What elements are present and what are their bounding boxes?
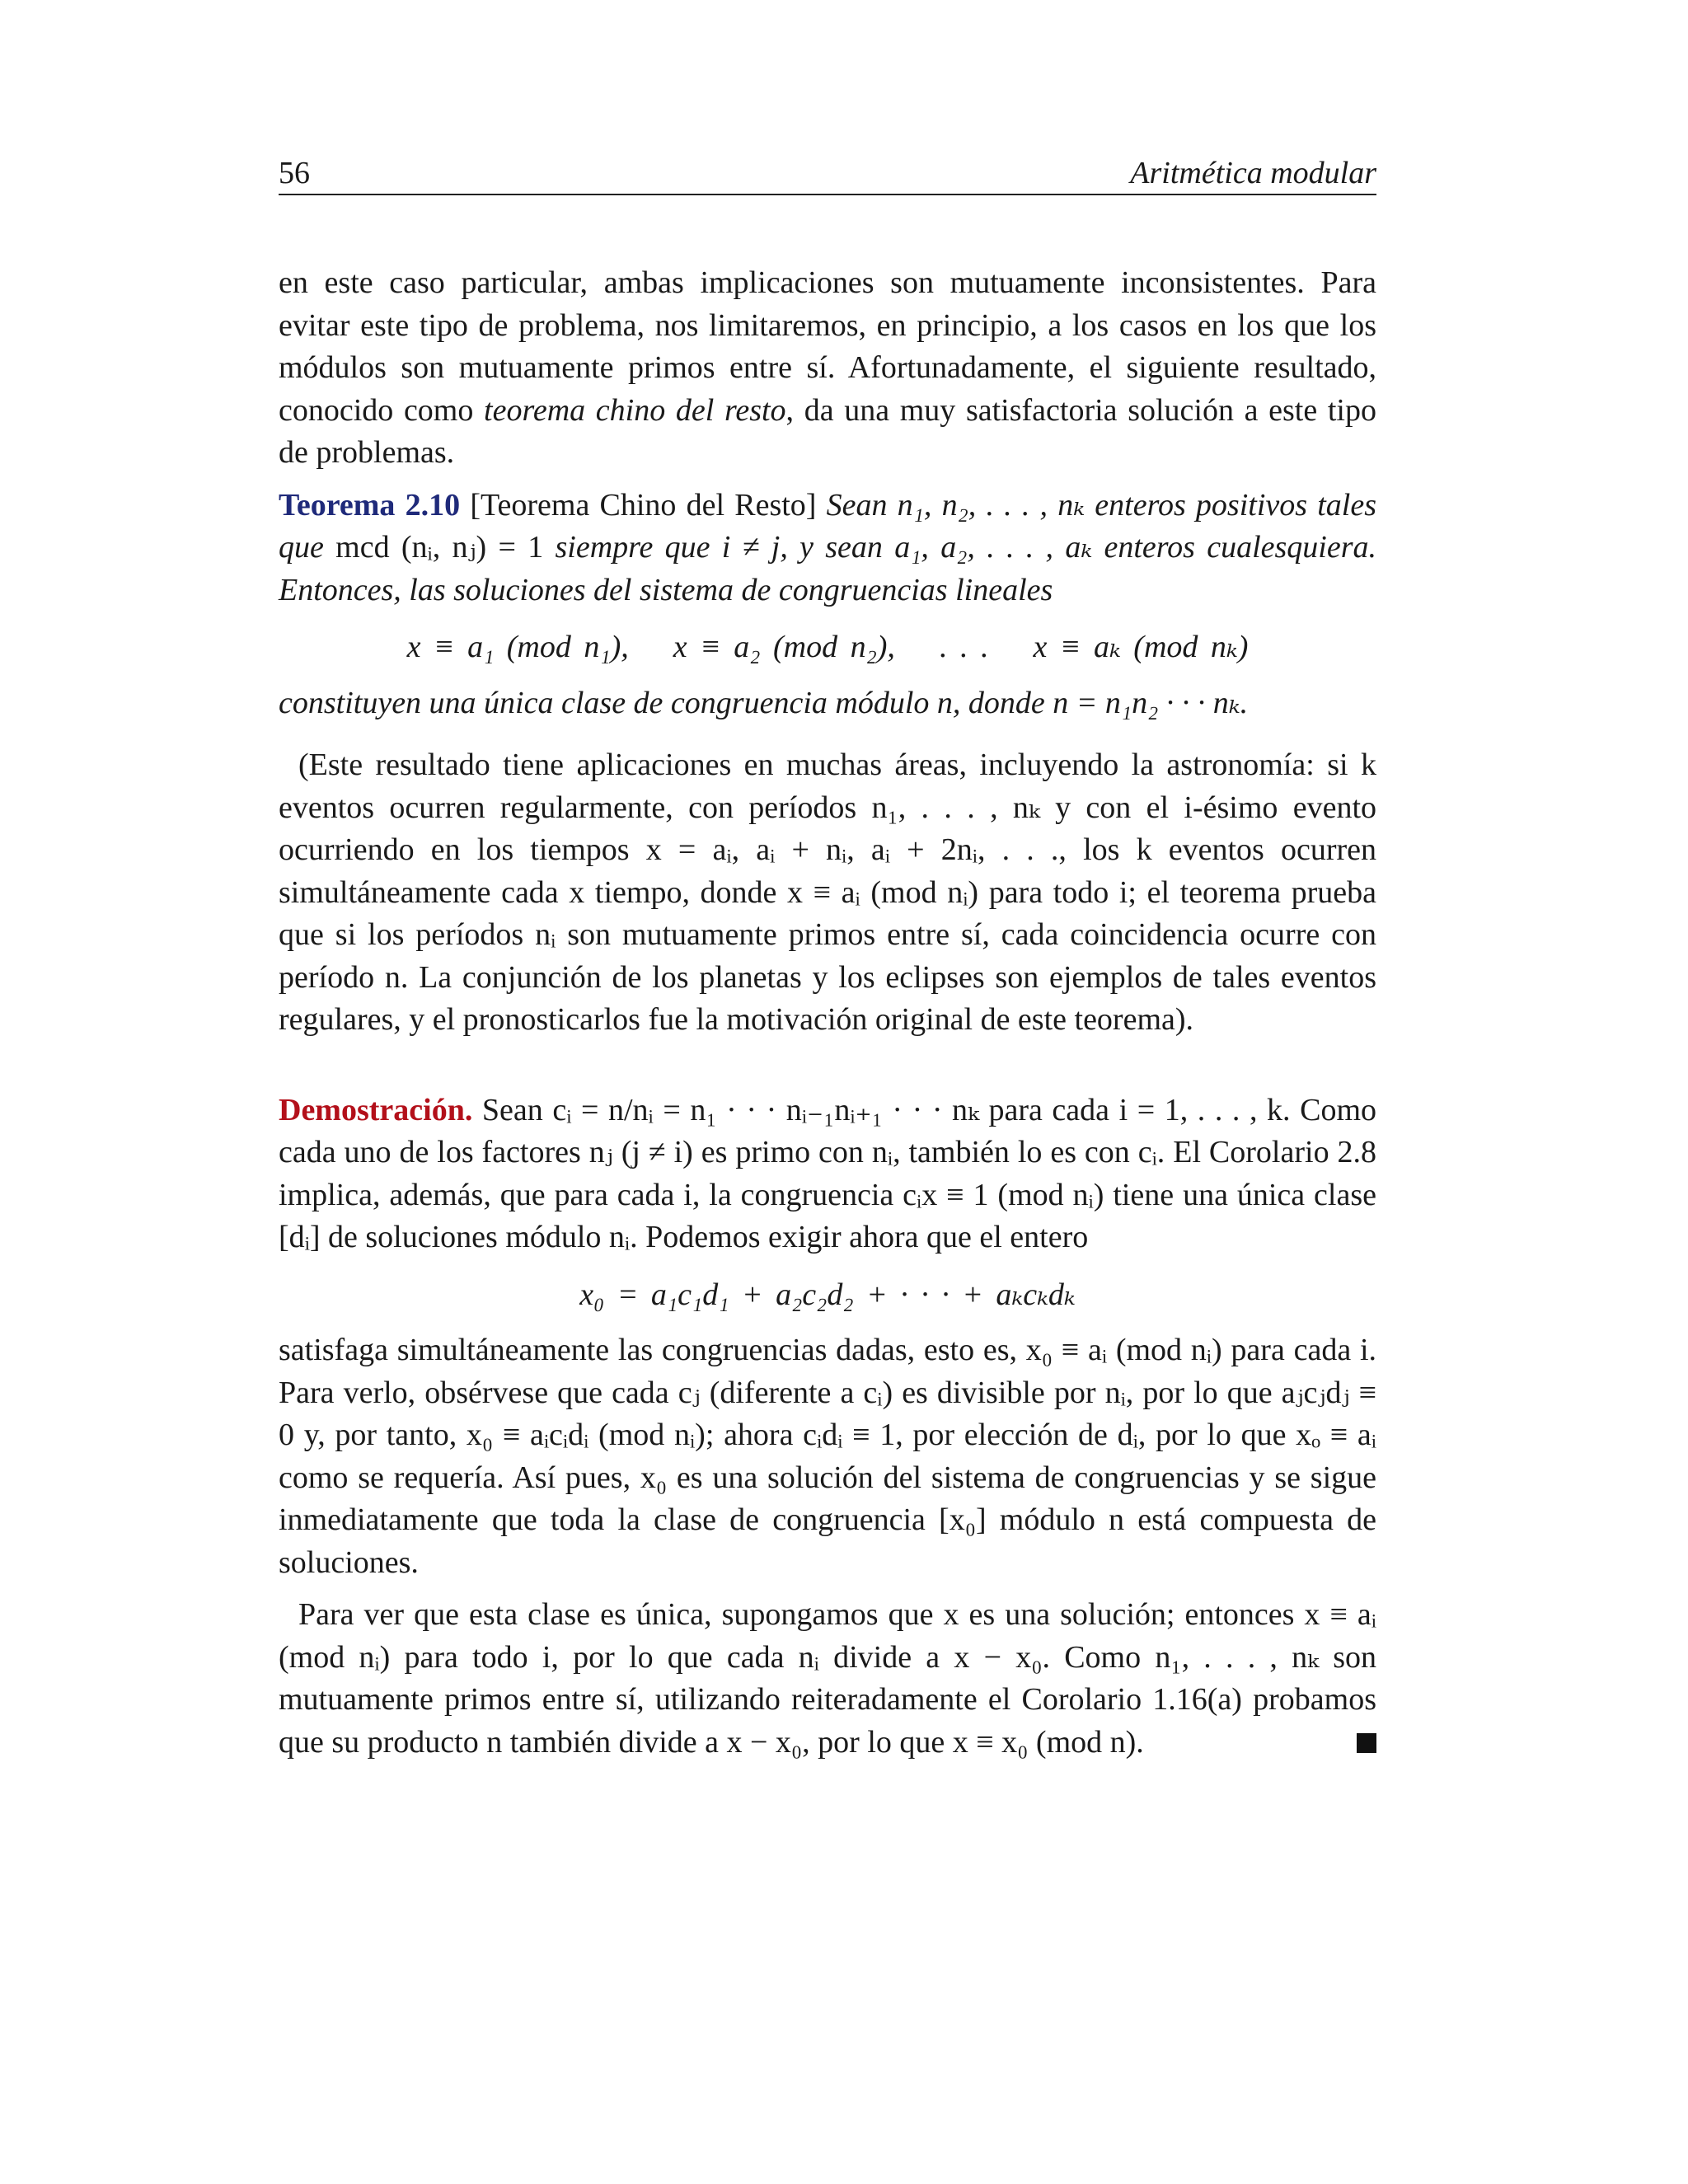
proof-paragraph-1 xyxy=(279,1090,1376,1259)
intro-text: en este caso particular, ambas implicaciones son mutuamente inconsistentes. Para evitar este tipo de problema, nos limitaremos, en principio, a los casos en los que los módulos son mutuamente primos entre sí. Afortunadamente, el siguiente resultado, conocido como xyxy=(279,265,1376,428)
intro-text-end: , da una muy satisfactoria solución a este tipo de problemas. xyxy=(279,392,1376,470)
proof-label: Demostración. xyxy=(279,1092,473,1127)
proof-display-equation: x₀ = a₁c₁d₁ + a₂c₂d₂ + · · · + aₖcₖdₖ xyxy=(579,1277,1076,1312)
proof-paragraph-3 xyxy=(279,1594,1376,1764)
remark-paragraph: (Este resultado tiene aplicaciones en muchas áreas, incluyendo la astronomía: si k eventos ocurren regularmente, con períodos n₁, . . . , nₖ y con el i-ésimo evento ocurriendo en los tiempos x = aᵢ, aᵢ + nᵢ, aᵢ + 2nᵢ, . . ., los k eventos ocurren simultáneamente cada x tiempo, donde x ≡ aᵢ (mod nᵢ) para todo i; el teorema prueba que si los períodos nᵢ son mutuamente primos entre sí, cada coincidencia ocurre con período n. La conjunción de los planetas y los eclipses son ejemplos de tales eventos regulares, y el pronosticarlos fue la motivación original de este teorema). xyxy=(279,748,1376,1037)
running-head: Aritmética modular xyxy=(1130,156,1376,190)
page-body xyxy=(279,262,1376,1764)
congruence-eq-3: x ≡ aₖ (mod nₖ) xyxy=(1033,630,1249,664)
proof-text-1: Sean cᵢ = n/nᵢ = n₁ · · · nᵢ₋₁nᵢ₊₁ · · · nₖ para cada i = 1, . . . , k. Como cada uno de los factores nⱼ (j ≠ i) es primo con nᵢ, también lo es con cᵢ. El Corolario 2.8 implica, además, que para cada i, la congruencia cᵢx ≡ 1 (mod nᵢ) tiene una única clase [dᵢ] de soluciones módulo nᵢ. Podemos exigir ahora que el entero xyxy=(279,1092,1377,1254)
page-number: 56 xyxy=(279,156,310,190)
congruence-system xyxy=(279,626,1376,669)
theorem-text-1: Sean n₁, n₂, . . . , nₖ enteros positivos tales que xyxy=(279,487,1376,565)
intro-emphasis: teorema chino del resto xyxy=(484,392,786,428)
page-header xyxy=(279,152,1376,195)
congruence-eq-1: x ≡ a₁ (mod n₁), xyxy=(406,630,629,664)
intro-paragraph xyxy=(279,262,1376,475)
theorem-conclusion: constituyen una única clase de congruencia módulo n, donde n = n₁n₂ · · · nₖ. xyxy=(279,685,1249,720)
proof-text-3: Para ver que esta clase es única, supongamos que x es una solución; entonces x ≡ aᵢ (mod nᵢ) para todo i, por lo que cada nᵢ divide a x − x₀. Como n₁, . . . , nₖ son mutuamente primos entre sí, utilizando reiteradamente el Corolario 1.16(a) probamos que su producto n también divide a x − x₀, por lo que x ≡ x₀ (mod n). xyxy=(279,1597,1376,1760)
congruence-eq-2: x ≡ a₂ (mod n₂), xyxy=(673,630,895,664)
proof-paragraph-2: satisfaga simultáneamente las congruencias dadas, esto es, x₀ ≡ aᵢ (mod nᵢ) para cada i. Para verlo, obsérvese que cada cⱼ (diferente a cᵢ) es divisible por nᵢ, por lo que aⱼcⱼdⱼ ≡ 0 y, por tanto, x₀ ≡ aᵢcᵢdᵢ (mod nᵢ); ahora cᵢdᵢ ≡ 1, por elección de dᵢ, por lo que xₒ ≡ aᵢ como se requería. Así pues, x₀ es una solución del sistema de congruencias y se sigue inmediatamente que toda la clase de congruencia [x₀] módulo n está compuesta de soluciones. xyxy=(279,1333,1376,1580)
theorem-name: [Teorema Chino del Resto] xyxy=(470,487,817,523)
theorem-text-2: siempre que i ≠ j, y sean a₁, a₂, . . . , aₖ enteros cualesquiera. Entonces, las soluciones del sistema de congruencias lineales xyxy=(279,530,1376,607)
theorem-mcd: mcd (nᵢ, nⱼ) = 1 xyxy=(335,530,544,565)
qed-square-icon xyxy=(1357,1733,1376,1753)
congruence-dots: . . . xyxy=(939,630,989,664)
theorem-statement xyxy=(279,485,1376,612)
theorem-label: Teorema 2.10 xyxy=(279,487,461,523)
